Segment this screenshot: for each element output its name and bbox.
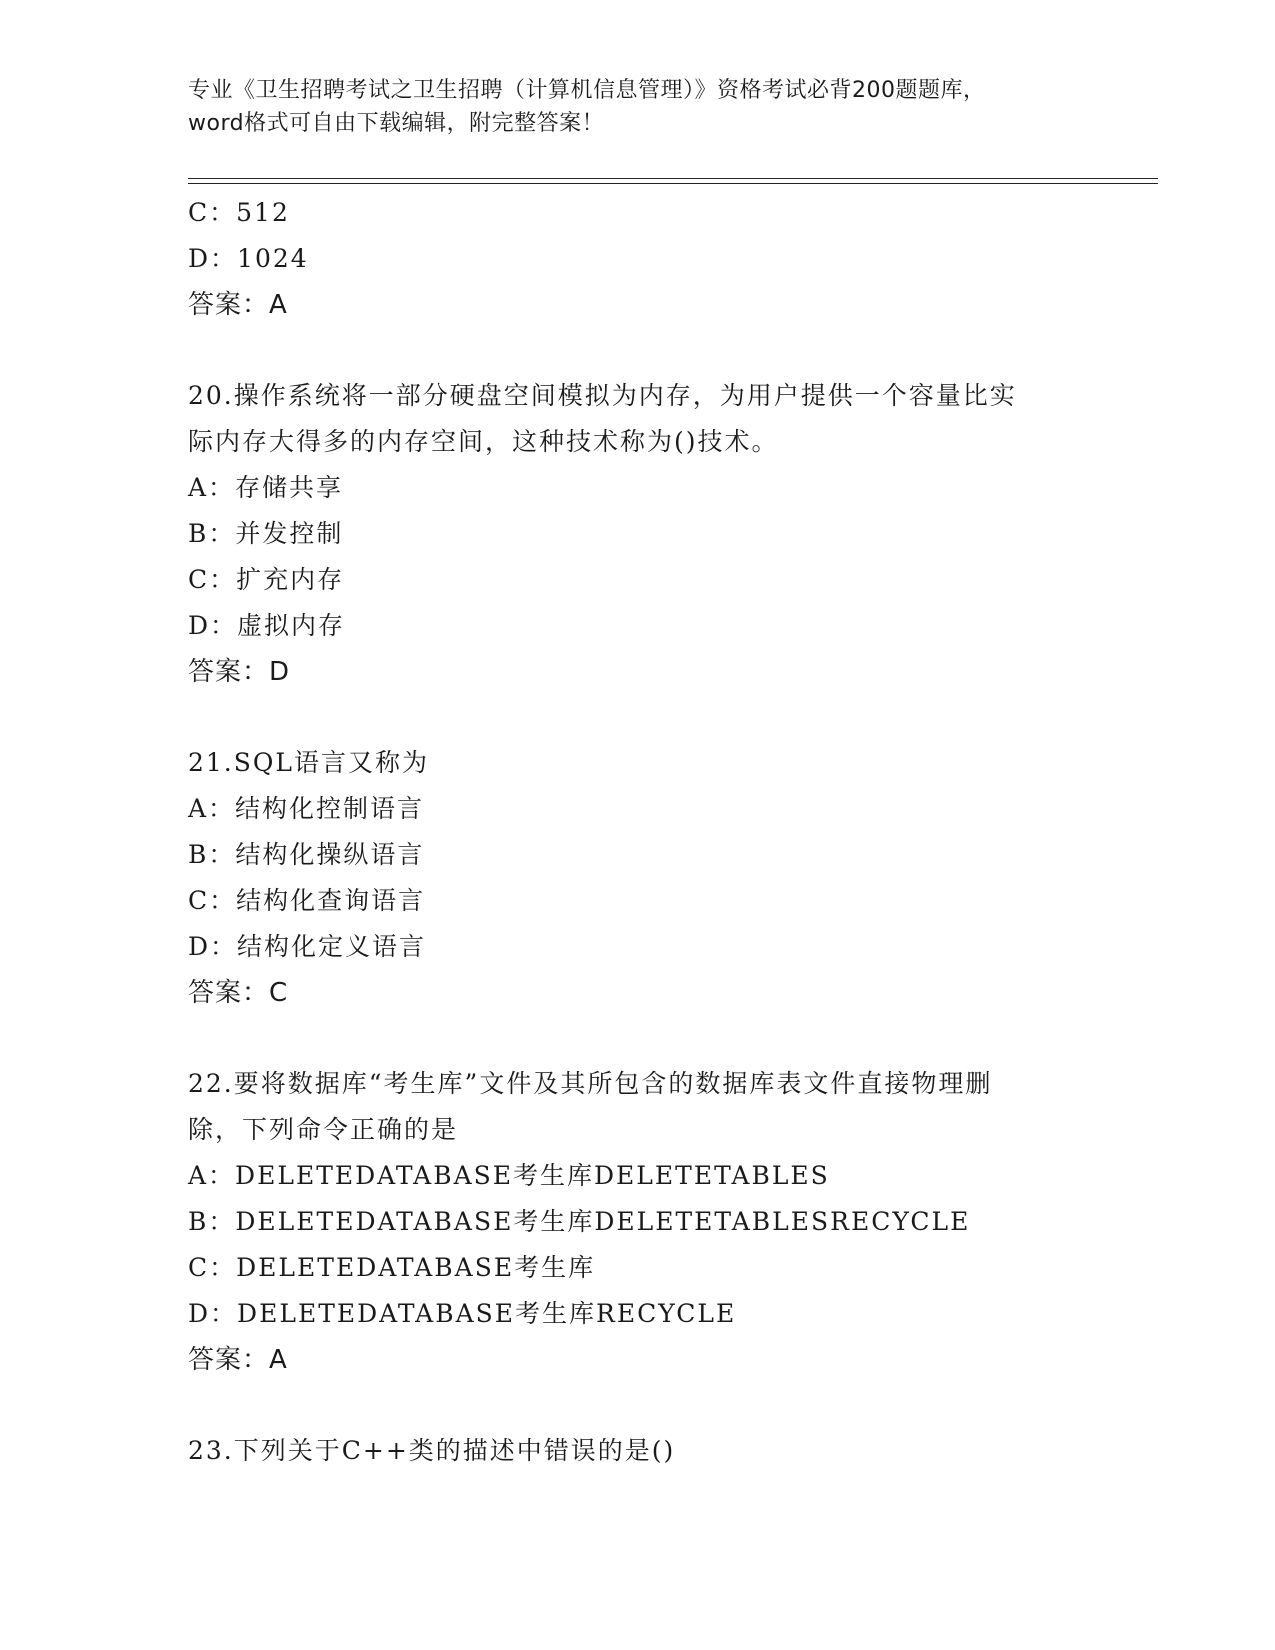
question-stem: 20.操作系统将一部分硬盘空间模拟为内存，为用户提供一个容量比实: [188, 381, 1017, 410]
previous-question-tail: [188, 190, 1088, 328]
question-stem: 21.SQL语言又称为: [188, 748, 429, 777]
question-22: [188, 1061, 1088, 1383]
option-b: B：DELETEDATABASE考生库DELETETABLESRECYCLE: [188, 1207, 971, 1236]
question-stem: 除，下列命令正确的是: [188, 1115, 459, 1144]
answer: 答案：A: [188, 1345, 288, 1375]
option-c: C：DELETEDATABASE考生库: [188, 1253, 596, 1282]
question-23: [188, 1428, 1088, 1474]
header-line-2: word格式可自由下载编辑，附完整答案！: [188, 111, 605, 136]
option-d: D：DELETEDATABASE考生库RECYCLE: [188, 1299, 737, 1328]
answer: 答案：C: [188, 978, 289, 1008]
option-b: B：并发控制: [188, 519, 344, 548]
option-d: D：结构化定义语言: [188, 932, 427, 961]
header-line-1: 专业《卫生招聘考试之卫生招聘（计算机信息管理）》资格考试必背200题题库，: [188, 78, 986, 103]
option-b: B：结构化操纵语言: [188, 840, 425, 869]
question-21: [188, 740, 1088, 1016]
option-a: A：DELETEDATABASE考生库DELETETABLES: [188, 1161, 830, 1190]
option-a: A：存储共享: [188, 473, 344, 502]
option-c: C：结构化查询语言: [188, 886, 426, 915]
option-a: A：结构化控制语言: [188, 794, 425, 823]
header-rule-bottom: [188, 183, 1158, 184]
question-stem: 际内存大得多的内存空间，这种技术称为()技术。: [188, 427, 779, 456]
question-stem: 23.下列关于C++类的描述中错误的是(): [188, 1436, 676, 1465]
option-c: C：512: [188, 198, 290, 227]
option-c: C：扩充内存: [188, 565, 345, 594]
question-stem: 22.要将数据库“考生库”文件及其所包含的数据库表文件直接物理删: [188, 1069, 993, 1098]
document-body: [188, 190, 1088, 1474]
header-rule-top: [188, 178, 1158, 179]
option-d: D：虚拟内存: [188, 611, 346, 640]
page-header: [188, 74, 1088, 140]
answer: 答案：D: [188, 657, 291, 687]
question-20: [188, 373, 1088, 695]
answer: 答案：A: [188, 290, 288, 320]
option-d: D：1024: [188, 244, 309, 273]
